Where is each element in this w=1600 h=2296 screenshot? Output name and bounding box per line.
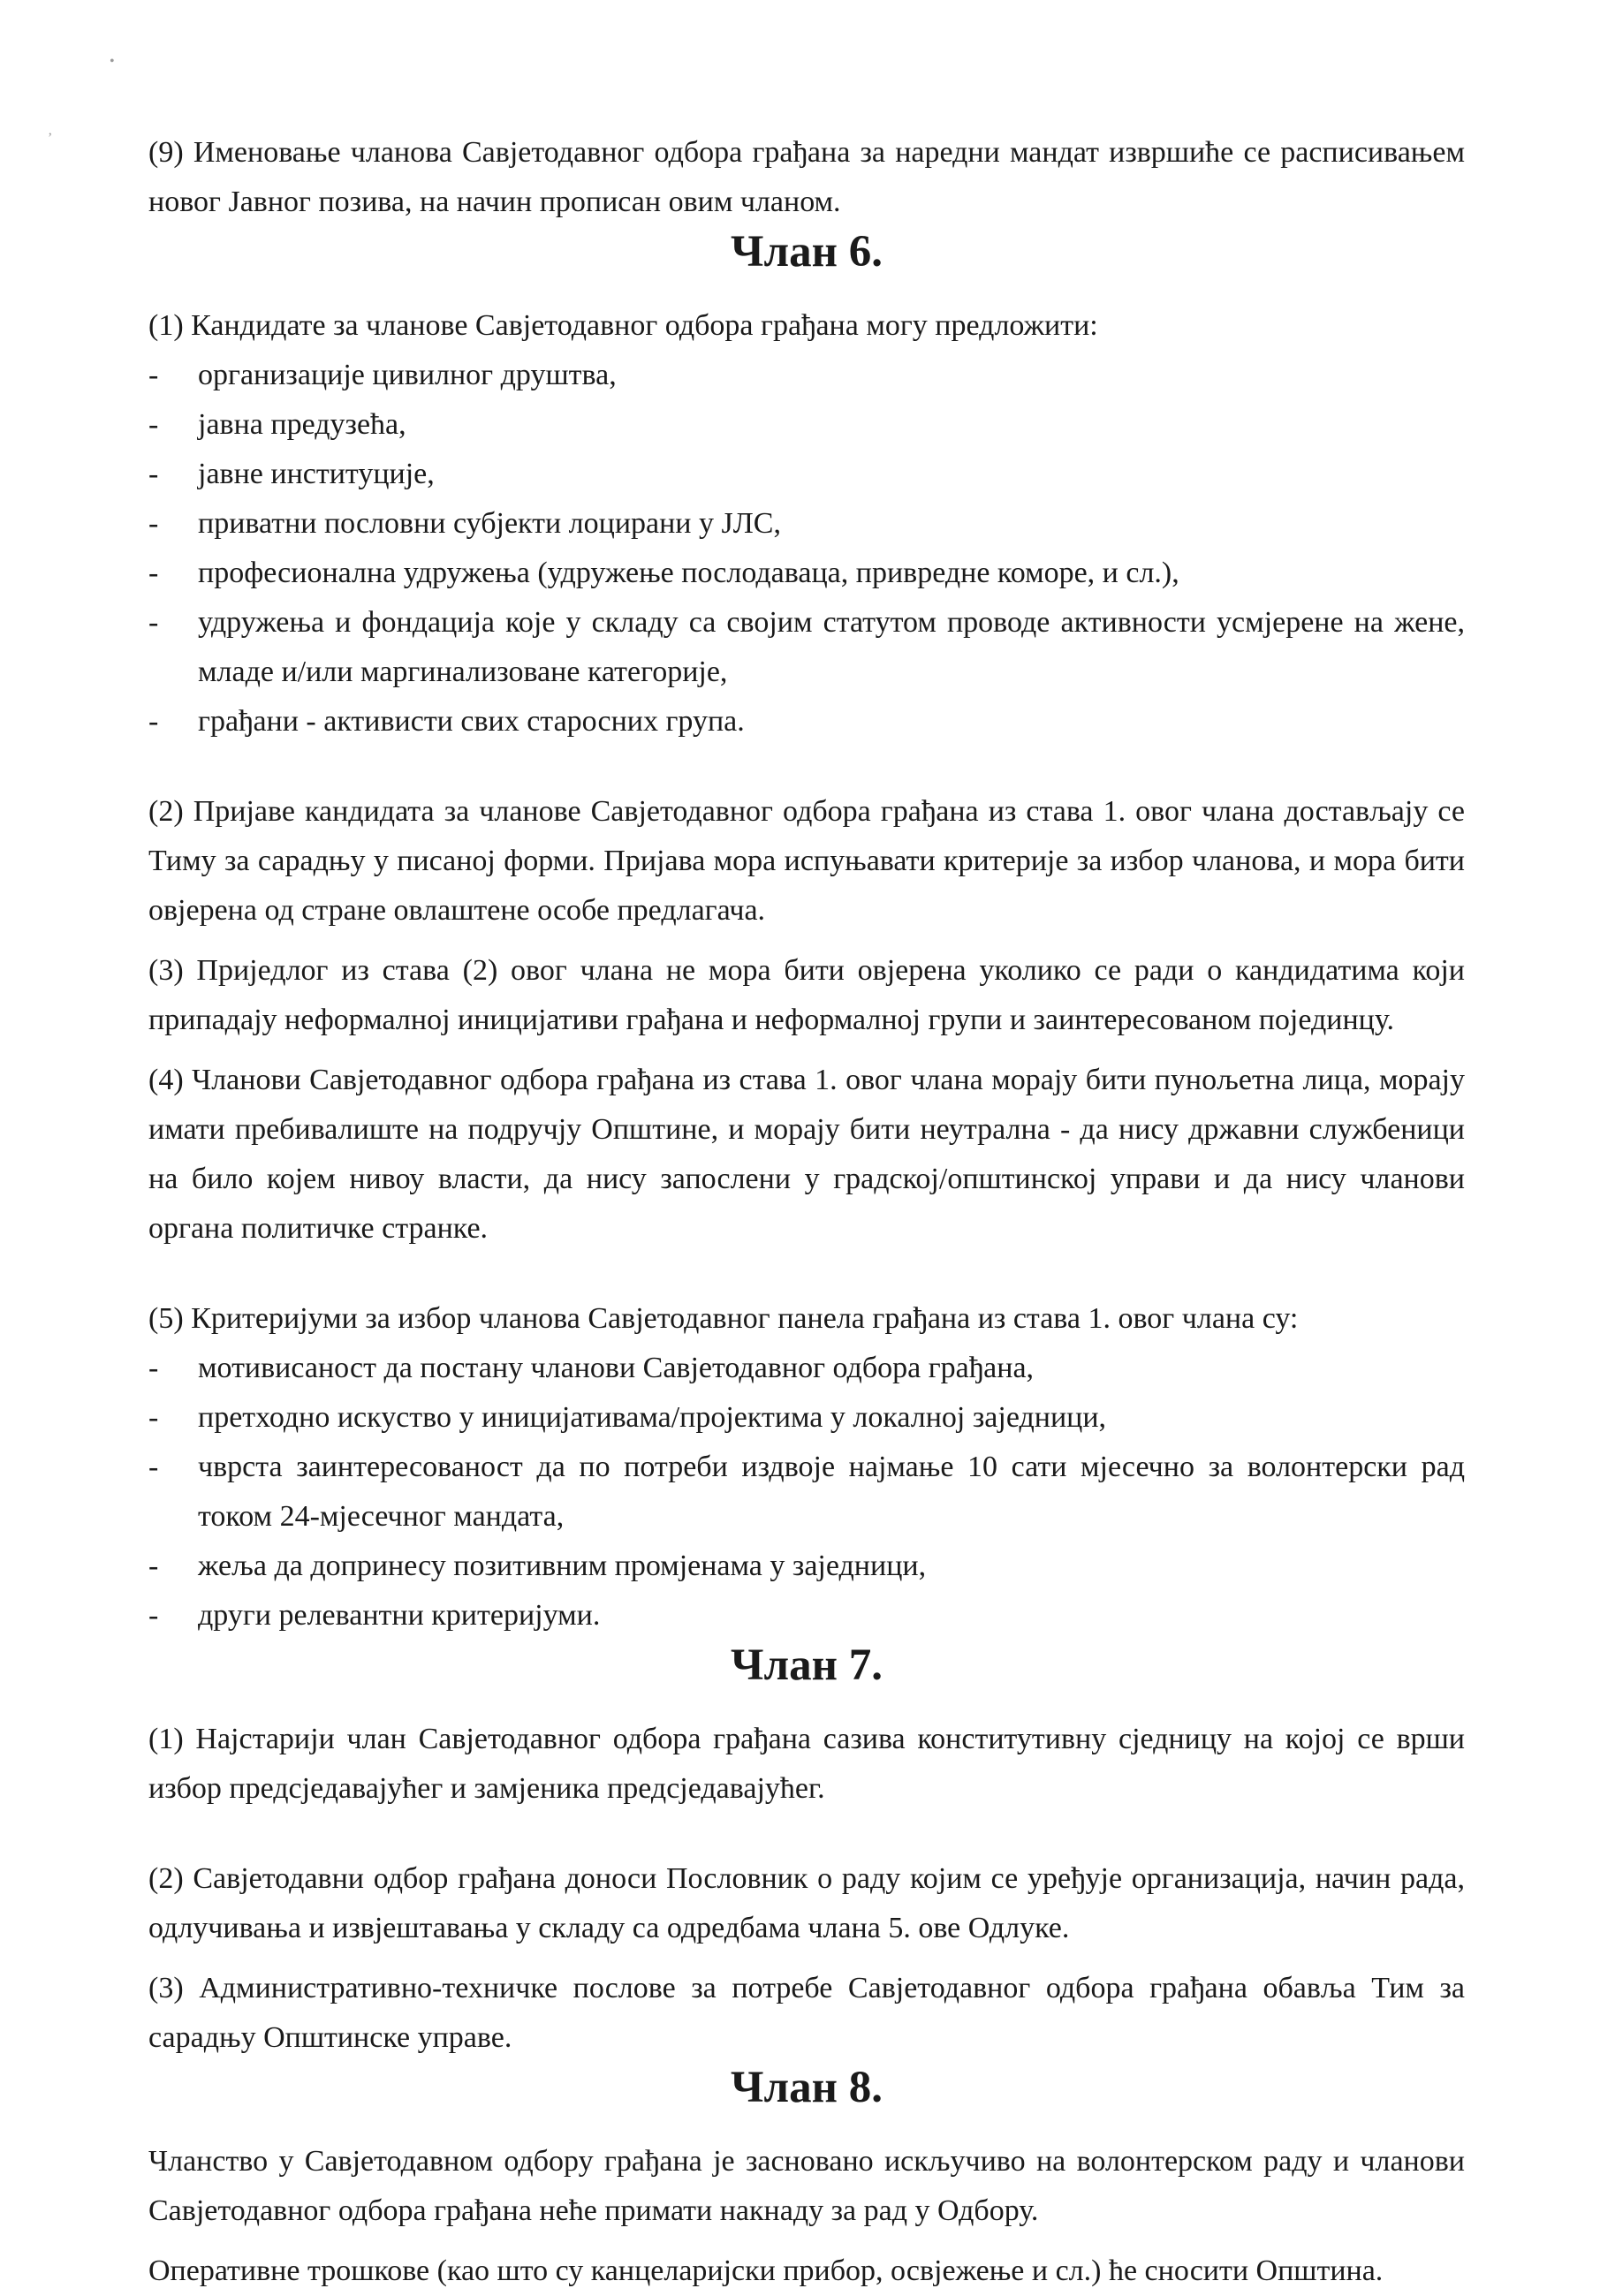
art7-paragraph-1: (1) Најстарији члан Савјетодавног одбора грађана сазива конститутивну сједницу на којој се врши избор предсједавајућег и замјеника предсједавајућег. xyxy=(148,1723,1465,1805)
list-dash: - xyxy=(148,606,159,639)
list-item: - удружења и фондација које у складу са својим статутом проводе активности усмјерене на жене, младе и/или маргинализоване категорије, xyxy=(148,598,1465,697)
art6-paragraph-1-intro: (1) Кандидате за чланове Савјетодавног одбора грађана могу предложити: xyxy=(148,309,1098,342)
scan-speck: ‚ xyxy=(48,123,53,138)
document-page xyxy=(148,128,1465,2296)
article-7-heading: Члан 7. xyxy=(731,1641,883,1690)
art8-paragraph-2: Оперативне трошкове (као што су канцеларијски прибор, освјежење и сл.) ће сносити Општина. xyxy=(148,2254,1384,2287)
art6-paragraph-4: (4) Чланови Савјетодавног одбора грађана из става 1. овог члана морају бити пунољетна лица, морају имати пребивалиште на подручју Општине, и морају бити неутрална - да нису државни службеници на било којем нивоу власти, да нису запослени у градској/општинској управи и да нису чланови органа политичке странке. xyxy=(148,1064,1465,1245)
list-dash: - xyxy=(148,705,159,738)
art8-paragraph-1: Чланство у Савјетодавном одбору грађана је засновано искључиво на волонтерском раду и чланови Савјетодавног одбора грађана неће примати накнаду за рад у Одбору. xyxy=(148,2145,1465,2227)
art7-paragraph-2: (2) Савјетодавни одбор грађана доноси Пословник о раду којим се уређује организација, начин рада, одлучивања и извјештавања у складу са одредбама члана 5. ове Одлуке. xyxy=(148,1862,1465,1944)
list-dash: - xyxy=(148,1550,159,1582)
list-item: - грађани - активисти свих старосних група. xyxy=(148,697,1465,746)
art6-criteria-list xyxy=(148,1344,1465,1641)
list-dash: - xyxy=(148,458,159,490)
list-dash: - xyxy=(148,1352,159,1384)
list-dash: - xyxy=(148,1599,159,1632)
list-dash: - xyxy=(148,507,159,540)
list-item: - чврста заинтересованост да по потреби издвоје најмање 10 сати мјесечно за волонтерски рад током 24-мјесечног мандата, xyxy=(148,1443,1465,1542)
list-dash: - xyxy=(148,1401,159,1434)
list-dash: - xyxy=(148,557,159,589)
art6-paragraph-3: (3) Приједлог из става (2) овог члана не мора бити овјерена уколико се ради о кандидатима који припадају неформалној иницијативи грађана и неформалној групи и заинтересованом појединцу. xyxy=(148,954,1465,1036)
art5-paragraph-9: (9) Именовање чланова Савјетодавног одбора грађана за наредни мандат извршиће се расписивањем новог Јавног позива, на начин прописан овим чланом. xyxy=(148,136,1465,218)
list-item: - јавне институције, xyxy=(148,450,1465,499)
list-dash: - xyxy=(148,408,159,441)
list-item: - јавна предузећа, xyxy=(148,400,1465,450)
list-dash: - xyxy=(148,359,159,391)
list-item: - организације цивилног друштва, xyxy=(148,351,1465,400)
article-6-heading: Члан 6. xyxy=(731,227,883,277)
art6-proposer-list xyxy=(148,351,1465,746)
list-item: - други релевантни критеријуми. xyxy=(148,1591,1465,1641)
list-item: - приватни пословни субјекти лоцирани у ЈЛС, xyxy=(148,499,1465,549)
list-item: - мотивисаност да постану чланови Савјетодавног одбора грађана, xyxy=(148,1344,1465,1393)
art6-paragraph-5-intro: (5) Критеријуми за избор чланова Савјетодавног панела грађана из става 1. овог члана су: xyxy=(148,1302,1299,1335)
list-item: - професионална удружења (удружење послодаваца, привредне коморе, и сл.), xyxy=(148,549,1465,598)
art6-paragraph-2: (2) Пријаве кандидата за чланове Савјетодавног одбора грађана из става 1. овог члана достављају се Тиму за сарадњу у писаној форми. Пријава мора испуњавати критерије за избор чланова, и мора бити овјерена од стране овлаштене особе предлагача. xyxy=(148,795,1465,927)
list-item: - жеља да допринесу позитивним промјенама у заједници, xyxy=(148,1542,1465,1591)
list-item: - претходно искуство у иницијативама/пројектима у локалној заједници, xyxy=(148,1393,1465,1443)
article-8-heading: Члан 8. xyxy=(731,2063,883,2112)
list-dash: - xyxy=(148,1451,159,1483)
scan-speck: • xyxy=(110,54,115,69)
art7-paragraph-3: (3) Административно-техничке послове за потребе Савјетодавног одбора грађана обавља Тим за сарадњу Општинске управе. xyxy=(148,1972,1465,2054)
